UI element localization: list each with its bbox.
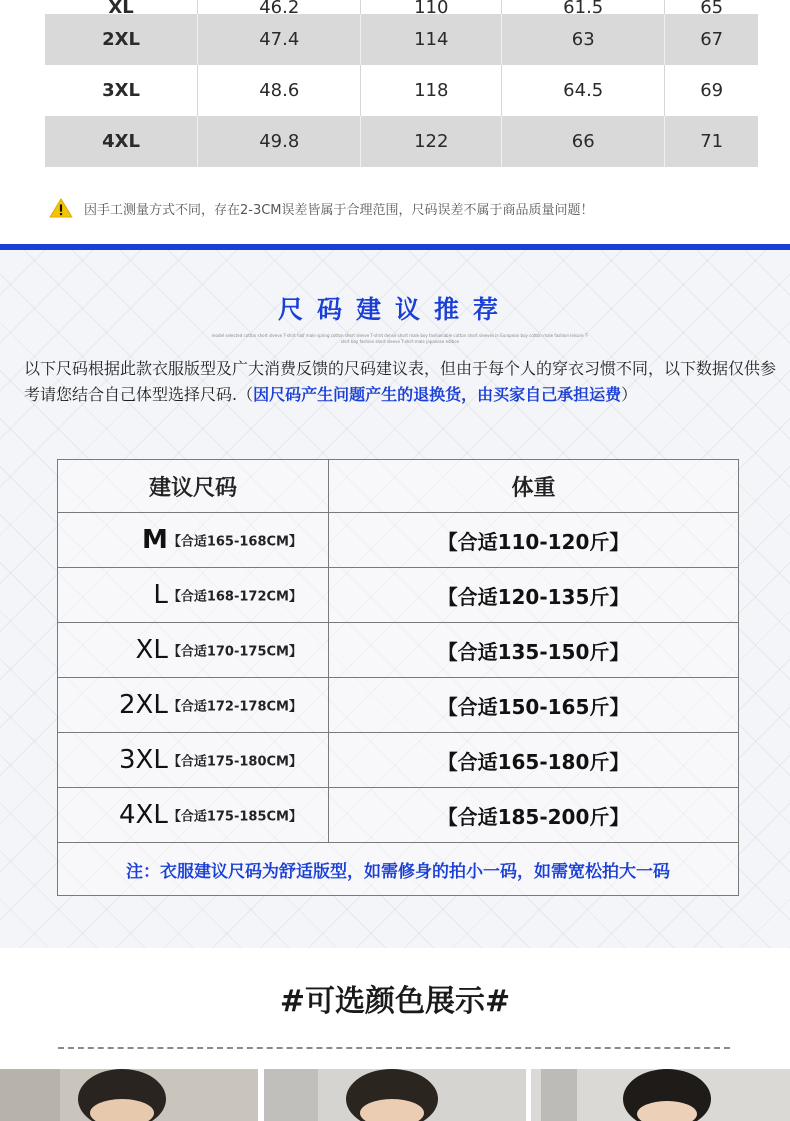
suggested-size-cell bbox=[58, 733, 329, 788]
suggested-size-cell bbox=[58, 513, 329, 568]
size-recommendation-table bbox=[57, 459, 739, 896]
measurement-cell: 63 bbox=[502, 14, 665, 65]
suggested-size-cell bbox=[58, 788, 329, 843]
size-label-cell: 3XL bbox=[45, 65, 198, 116]
measurement-cell: 65 bbox=[665, 0, 758, 14]
height-range: 【合适175-180CM】 bbox=[167, 754, 302, 770]
table-row bbox=[58, 568, 739, 623]
weight-range-cell: 【合适120-135斤】 bbox=[329, 568, 739, 623]
color-photo bbox=[0, 1069, 258, 1121]
table-row bbox=[58, 513, 739, 568]
size-code: XL bbox=[135, 635, 168, 665]
weight-range-cell: 【合适135-150斤】 bbox=[329, 623, 739, 678]
table-row bbox=[58, 788, 739, 843]
measurement-cell: 118 bbox=[361, 65, 502, 116]
measurement-cell: 122 bbox=[361, 116, 502, 167]
table-row bbox=[45, 14, 758, 65]
height-range: 【合适172-178CM】 bbox=[167, 699, 302, 715]
table-row bbox=[58, 623, 739, 678]
warning-text: 因手工测量方式不同，存在2-3CM误差皆属于合理范围，尺码误差不属于商品质量问题！ bbox=[84, 202, 594, 218]
height-range: 【合适165-168CM】 bbox=[167, 534, 302, 550]
size-label-cell: XL bbox=[45, 0, 198, 14]
measurement-cell: 66 bbox=[502, 116, 665, 167]
height-range: 【合适170-175CM】 bbox=[167, 644, 302, 660]
table-row bbox=[45, 65, 758, 116]
color-photo bbox=[264, 1069, 526, 1121]
measurement-cell: 48.6 bbox=[198, 65, 361, 116]
measurement-cell: 71 bbox=[665, 116, 758, 167]
color-photo bbox=[531, 1069, 790, 1121]
measurement-warning bbox=[48, 198, 594, 218]
suggested-size-cell bbox=[58, 623, 329, 678]
size-code: M bbox=[141, 525, 168, 555]
weight-range-cell: 【合适110-120斤】 bbox=[329, 513, 739, 568]
description-end: ） bbox=[621, 385, 638, 404]
weight-range-cell: 【合适185-200斤】 bbox=[329, 788, 739, 843]
section-subtitle: model selected cotton short sleeve T-shirt half male spring cotton short sleeve T-shirt dense short male boy fashionable cotton short sleeves in European boy cotton male fashion leisure T-shirt boy fashion short sleeve T-shirt male japanese edition bbox=[211, 333, 589, 344]
suggested-size-cell bbox=[58, 568, 329, 623]
description-text: 以下尺码根据此款衣服版型及广大消费反馈的尺码建议表，但由于每个人的穿衣习惯不同，以下数据仅供参考请您结合自己体型选择尺码.（ bbox=[24, 359, 777, 404]
size-label-cell: 4XL bbox=[45, 116, 198, 167]
dashed-divider bbox=[58, 1047, 730, 1049]
weight-range-cell: 【合适165-180斤】 bbox=[329, 733, 739, 788]
height-range: 【合适175-185CM】 bbox=[167, 809, 302, 825]
height-range: 【合适168-172CM】 bbox=[167, 589, 302, 605]
size-recommendation-panel bbox=[0, 250, 790, 948]
measurement-cell: 47.4 bbox=[198, 14, 361, 65]
header-weight: 体重 bbox=[329, 460, 739, 513]
size-note: 注：衣服建议尺码为舒适版型，如需修身的拍小一码，如需宽松拍大一码 bbox=[58, 843, 739, 896]
measurement-cell: 67 bbox=[665, 14, 758, 65]
description-highlight: 因尺码产生问题产生的退换货，由买家自己承担运费 bbox=[253, 385, 622, 404]
size-code: 4XL bbox=[119, 800, 168, 830]
measurement-cell: 61.5 bbox=[502, 0, 665, 14]
warning-triangle-icon bbox=[48, 198, 74, 218]
size-code: 2XL bbox=[119, 690, 168, 720]
measurement-cell: 46.2 bbox=[198, 0, 361, 14]
measurement-cell: 114 bbox=[361, 14, 502, 65]
table-row bbox=[58, 678, 739, 733]
colors-title: #可选颜色展示# bbox=[279, 984, 511, 1019]
measurement-cell: 49.8 bbox=[198, 116, 361, 167]
table-header-row bbox=[58, 460, 739, 513]
size-code: L bbox=[153, 580, 168, 610]
header-suggested-size: 建议尺码 bbox=[58, 460, 329, 513]
size-measurement-table bbox=[45, 0, 758, 167]
table-row bbox=[45, 0, 758, 14]
size-label-cell: 2XL bbox=[45, 14, 198, 65]
suggested-size-cell bbox=[58, 678, 329, 733]
section-title: 尺码建议推荐 bbox=[277, 295, 512, 324]
measurement-cell: 110 bbox=[361, 0, 502, 14]
size-code: 3XL bbox=[119, 745, 168, 775]
table-row bbox=[58, 733, 739, 788]
recommendation-description bbox=[24, 356, 776, 408]
table-note-row bbox=[58, 843, 739, 896]
weight-range-cell: 【合适150-165斤】 bbox=[329, 678, 739, 733]
table-row bbox=[45, 116, 758, 167]
measurement-cell: 69 bbox=[665, 65, 758, 116]
measurement-cell: 64.5 bbox=[502, 65, 665, 116]
